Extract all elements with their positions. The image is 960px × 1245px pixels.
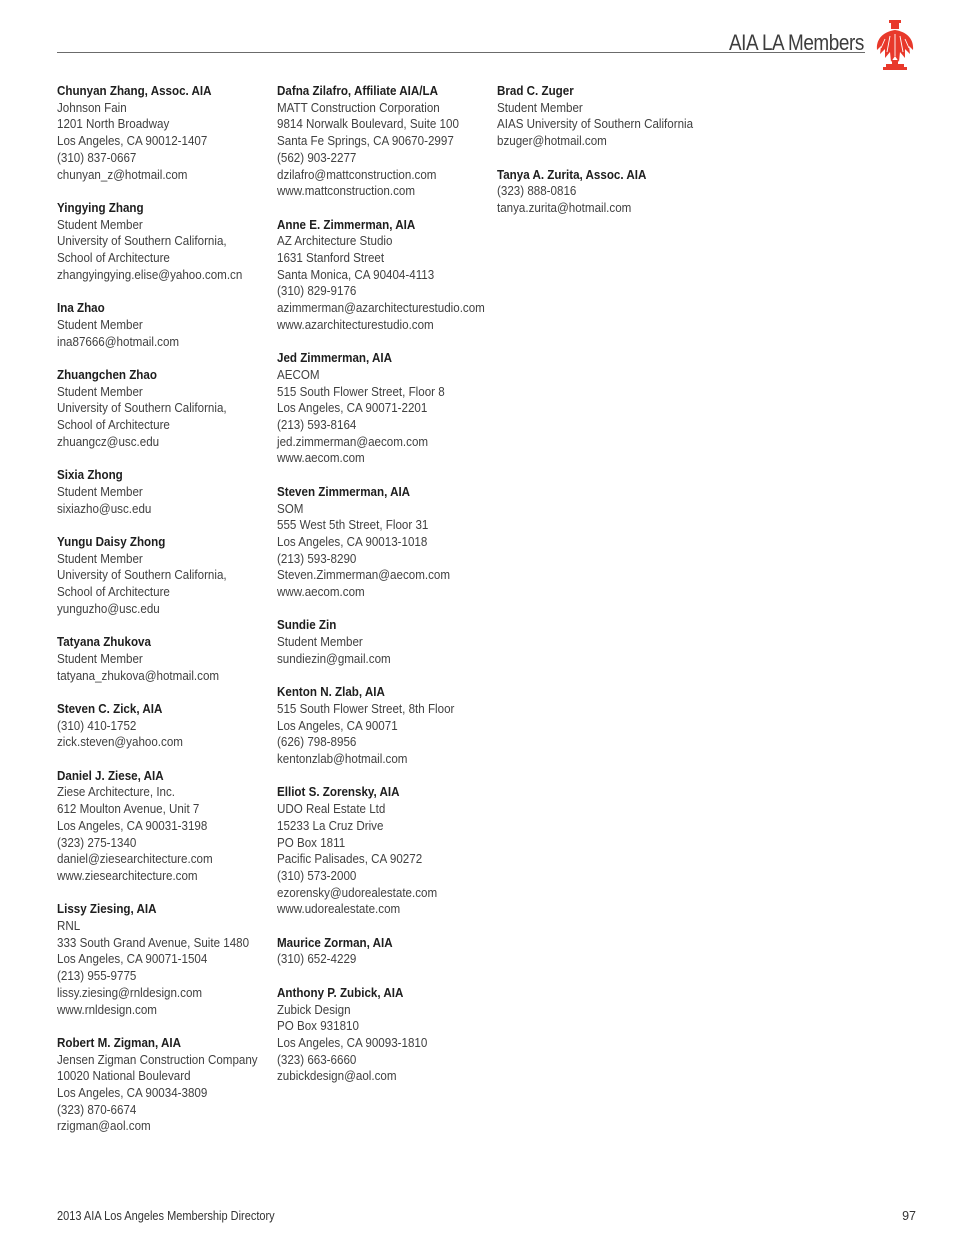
member-detail: School of Architecture xyxy=(57,584,170,600)
member-detail: UDO Real Estate Ltd xyxy=(277,801,386,817)
member-entry xyxy=(57,300,272,350)
member-email[interactable]: tatyana_zhukova@hotmail.com xyxy=(57,667,220,683)
member-detail: (562) 903-2277 xyxy=(277,149,357,165)
member-entry xyxy=(497,83,712,150)
member-email[interactable]: daniel@ziesearchitecture.com xyxy=(57,851,213,867)
member-detail: Student Member xyxy=(57,650,143,666)
member-name: Kenton N. Zlab, AIA xyxy=(277,684,385,700)
member-detail: 515 South Flower Street, 8th Floor xyxy=(277,700,455,716)
member-detail: Student Member xyxy=(57,483,143,499)
member-detail: Los Angeles, CA 90071-2201 xyxy=(277,400,428,416)
member-detail: Student Member xyxy=(57,316,143,332)
member-detail: 333 South Grand Avenue, Suite 1480 xyxy=(57,934,250,950)
member-column-3 xyxy=(497,83,712,233)
member-entry xyxy=(57,634,272,684)
member-detail: (213) 593-8164 xyxy=(277,417,357,433)
member-email[interactable]: yunguzho@usc.edu xyxy=(57,600,160,616)
member-name: Yungu Daisy Zhong xyxy=(57,533,166,549)
member-website[interactable]: www.aecom.com xyxy=(277,450,365,466)
member-detail: Los Angeles, CA 90093-1810 xyxy=(277,1034,428,1050)
member-email[interactable]: zick.steven@yahoo.com xyxy=(57,734,183,750)
member-entry xyxy=(277,684,492,768)
member-detail: (323) 888-0816 xyxy=(497,183,577,199)
member-entry xyxy=(277,83,492,200)
member-entry xyxy=(57,367,272,451)
member-name: Lissy Ziesing, AIA xyxy=(57,901,157,917)
member-name: Sundie Zin xyxy=(277,617,337,633)
member-detail: Ziese Architecture, Inc. xyxy=(57,784,176,800)
member-detail: (626) 798-8956 xyxy=(277,734,357,750)
member-detail: 515 South Flower Street, Floor 8 xyxy=(277,383,445,399)
member-name: Daniel J. Ziese, AIA xyxy=(57,767,164,783)
member-detail: 1631 Stanford Street xyxy=(277,250,385,266)
member-name: Sixia Zhong xyxy=(57,467,123,483)
member-email[interactable]: ina87666@hotmail.com xyxy=(57,333,180,349)
member-detail: University of Southern California, xyxy=(57,400,227,416)
member-email[interactable]: sundiezin@gmail.com xyxy=(277,650,391,666)
member-name: Jed Zimmerman, AIA xyxy=(277,350,393,366)
member-website[interactable]: www.rnldesign.com xyxy=(57,1001,157,1017)
member-detail: Santa Monica, CA 90404-4113 xyxy=(277,266,435,282)
member-entry xyxy=(277,935,492,968)
member-website[interactable]: www.udorealestate.com xyxy=(277,901,401,917)
member-detail: AZ Architecture Studio xyxy=(277,233,393,249)
member-name: Ina Zhao xyxy=(57,300,105,316)
member-detail: 1201 North Broadway xyxy=(57,116,170,132)
member-detail: (213) 593-8290 xyxy=(277,550,357,566)
member-detail: Santa Fe Springs, CA 90670-2997 xyxy=(277,133,454,149)
member-detail: AIAS University of Southern California xyxy=(497,116,694,132)
member-column-2 xyxy=(277,83,492,1102)
member-email[interactable]: chunyan_z@hotmail.com xyxy=(57,166,188,182)
member-detail: Johnson Fain xyxy=(57,99,127,115)
member-email[interactable]: zhuangcz@usc.edu xyxy=(57,433,160,449)
member-name: Yingying Zhang xyxy=(57,199,144,215)
member-website[interactable]: www.mattconstruction.com xyxy=(277,183,416,199)
member-detail: (323) 870-6674 xyxy=(57,1101,137,1117)
member-detail: Student Member xyxy=(497,99,583,115)
member-column-1 xyxy=(57,83,272,1152)
member-entry xyxy=(277,985,492,1085)
member-detail: Student Member xyxy=(57,383,143,399)
member-detail: Jensen Zigman Construction Company xyxy=(57,1051,258,1067)
member-detail: 10020 National Boulevard xyxy=(57,1068,191,1084)
member-entry xyxy=(57,1035,272,1135)
member-detail: University of Southern California, xyxy=(57,567,227,583)
member-detail: Pacific Palisades, CA 90272 xyxy=(277,851,423,867)
member-email[interactable]: Steven.Zimmerman@aecom.com xyxy=(277,567,451,583)
member-detail: (323) 275-1340 xyxy=(57,834,137,850)
member-entry xyxy=(57,768,272,885)
member-detail: (213) 955-9775 xyxy=(57,968,137,984)
member-email[interactable]: bzuger@hotmail.com xyxy=(497,133,607,149)
member-detail: (310) 573-2000 xyxy=(277,867,357,883)
member-detail: SOM xyxy=(277,500,304,516)
member-entry xyxy=(277,350,492,467)
aia-eagle-logo-icon xyxy=(872,18,918,72)
member-email[interactable]: jed.zimmerman@aecom.com xyxy=(277,433,429,449)
member-detail: Student Member xyxy=(57,216,143,232)
member-email[interactable]: lissy.ziesing@rnldesign.com xyxy=(57,984,203,1000)
member-detail: 612 Moulton Avenue, Unit 7 xyxy=(57,801,200,817)
member-name: Elliot S. Zorensky, AIA xyxy=(277,784,400,800)
member-name: Steven C. Zick, AIA xyxy=(57,700,163,716)
member-name: Brad C. Zuger xyxy=(497,83,574,98)
member-detail: University of Southern California, xyxy=(57,233,227,249)
member-detail: Los Angeles, CA 90071-1504 xyxy=(57,951,208,967)
member-detail: Los Angeles, CA 90071 xyxy=(277,717,398,733)
member-detail: 9814 Norwalk Boulevard, Suite 100 xyxy=(277,116,459,132)
member-detail: PO Box 931810 xyxy=(277,1018,359,1034)
member-detail: Student Member xyxy=(57,550,143,566)
member-detail: RNL xyxy=(57,918,81,934)
member-detail: (310) 837-0667 xyxy=(57,149,137,165)
member-detail: (310) 410-1752 xyxy=(57,717,137,733)
member-name: Tanya A. Zurita, Assoc. AIA xyxy=(497,166,647,182)
member-detail: (310) 652-4229 xyxy=(277,951,357,967)
member-name: Tatyana Zhukova xyxy=(57,634,151,650)
member-entry xyxy=(277,217,492,334)
member-website[interactable]: www.aecom.com xyxy=(277,584,365,600)
member-name: Maurice Zorman, AIA xyxy=(277,934,393,950)
member-detail: School of Architecture xyxy=(57,250,170,266)
member-email[interactable]: zhangyingying.elise@yahoo.com.cn xyxy=(57,266,243,282)
footer-directory-title: 2013 AIA Los Angeles Membership Directory xyxy=(57,1209,275,1223)
member-email[interactable]: rzigman@aol.com xyxy=(57,1118,151,1134)
member-entry xyxy=(57,467,272,517)
member-entry xyxy=(277,784,492,918)
footer-page-number: 97 xyxy=(902,1209,916,1223)
member-email[interactable]: ezorensky@udorealestate.com xyxy=(277,884,438,900)
member-detail: Student Member xyxy=(277,634,363,650)
member-detail: MATT Construction Corporation xyxy=(277,99,440,115)
member-entry xyxy=(497,167,712,217)
member-email[interactable]: zubickdesign@aol.com xyxy=(277,1068,397,1084)
member-entry xyxy=(57,83,272,183)
member-email[interactable]: sixiazho@usc.edu xyxy=(57,500,152,516)
member-name: Steven Zimmerman, AIA xyxy=(277,483,411,499)
member-name: Anne E. Zimmerman, AIA xyxy=(277,216,416,232)
member-name: Zhuangchen Zhao xyxy=(57,366,157,382)
member-entry xyxy=(57,901,272,1018)
member-entry xyxy=(277,617,492,667)
member-website[interactable]: www.azarchitecturestudio.com xyxy=(277,316,434,332)
member-detail: School of Architecture xyxy=(57,417,170,433)
member-website[interactable]: www.ziesearchitecture.com xyxy=(57,867,198,883)
member-detail: PO Box 1811 xyxy=(277,834,346,850)
member-entry xyxy=(277,484,492,601)
member-detail: 15233 La Cruz Drive xyxy=(277,817,384,833)
member-detail: Los Angeles, CA 90012-1407 xyxy=(57,133,208,149)
member-detail: Los Angeles, CA 90013-1018 xyxy=(277,533,428,549)
member-email[interactable]: dzilafro@mattconstruction.com xyxy=(277,166,437,182)
member-detail: Los Angeles, CA 90031-3198 xyxy=(57,817,208,833)
member-detail: (310) 829-9176 xyxy=(277,283,357,299)
member-detail: (323) 663-6660 xyxy=(277,1051,357,1067)
member-detail: Zubick Design xyxy=(277,1001,351,1017)
member-email[interactable]: tanya.zurita@hotmail.com xyxy=(497,199,632,215)
member-entry xyxy=(57,200,272,284)
page-title: AIA LA Members xyxy=(729,30,864,55)
member-name: Robert M. Zigman, AIA xyxy=(57,1034,182,1050)
member-detail: Los Angeles, CA 90034-3809 xyxy=(57,1085,208,1101)
member-name: Dafna Zilafro, Affiliate AIA/LA xyxy=(277,83,438,98)
member-detail: 555 West 5th Street, Floor 31 xyxy=(277,517,429,533)
member-email[interactable]: kentonzlab@hotmail.com xyxy=(277,751,408,767)
member-name: Anthony P. Zubick, AIA xyxy=(277,984,404,1000)
member-email[interactable]: azimmerman@azarchitecturestudio.com xyxy=(277,300,485,316)
member-entry xyxy=(57,701,272,751)
member-name: Chunyan Zhang, Assoc. AIA xyxy=(57,83,212,98)
member-entry xyxy=(57,534,272,618)
member-detail: AECOM xyxy=(277,366,320,382)
